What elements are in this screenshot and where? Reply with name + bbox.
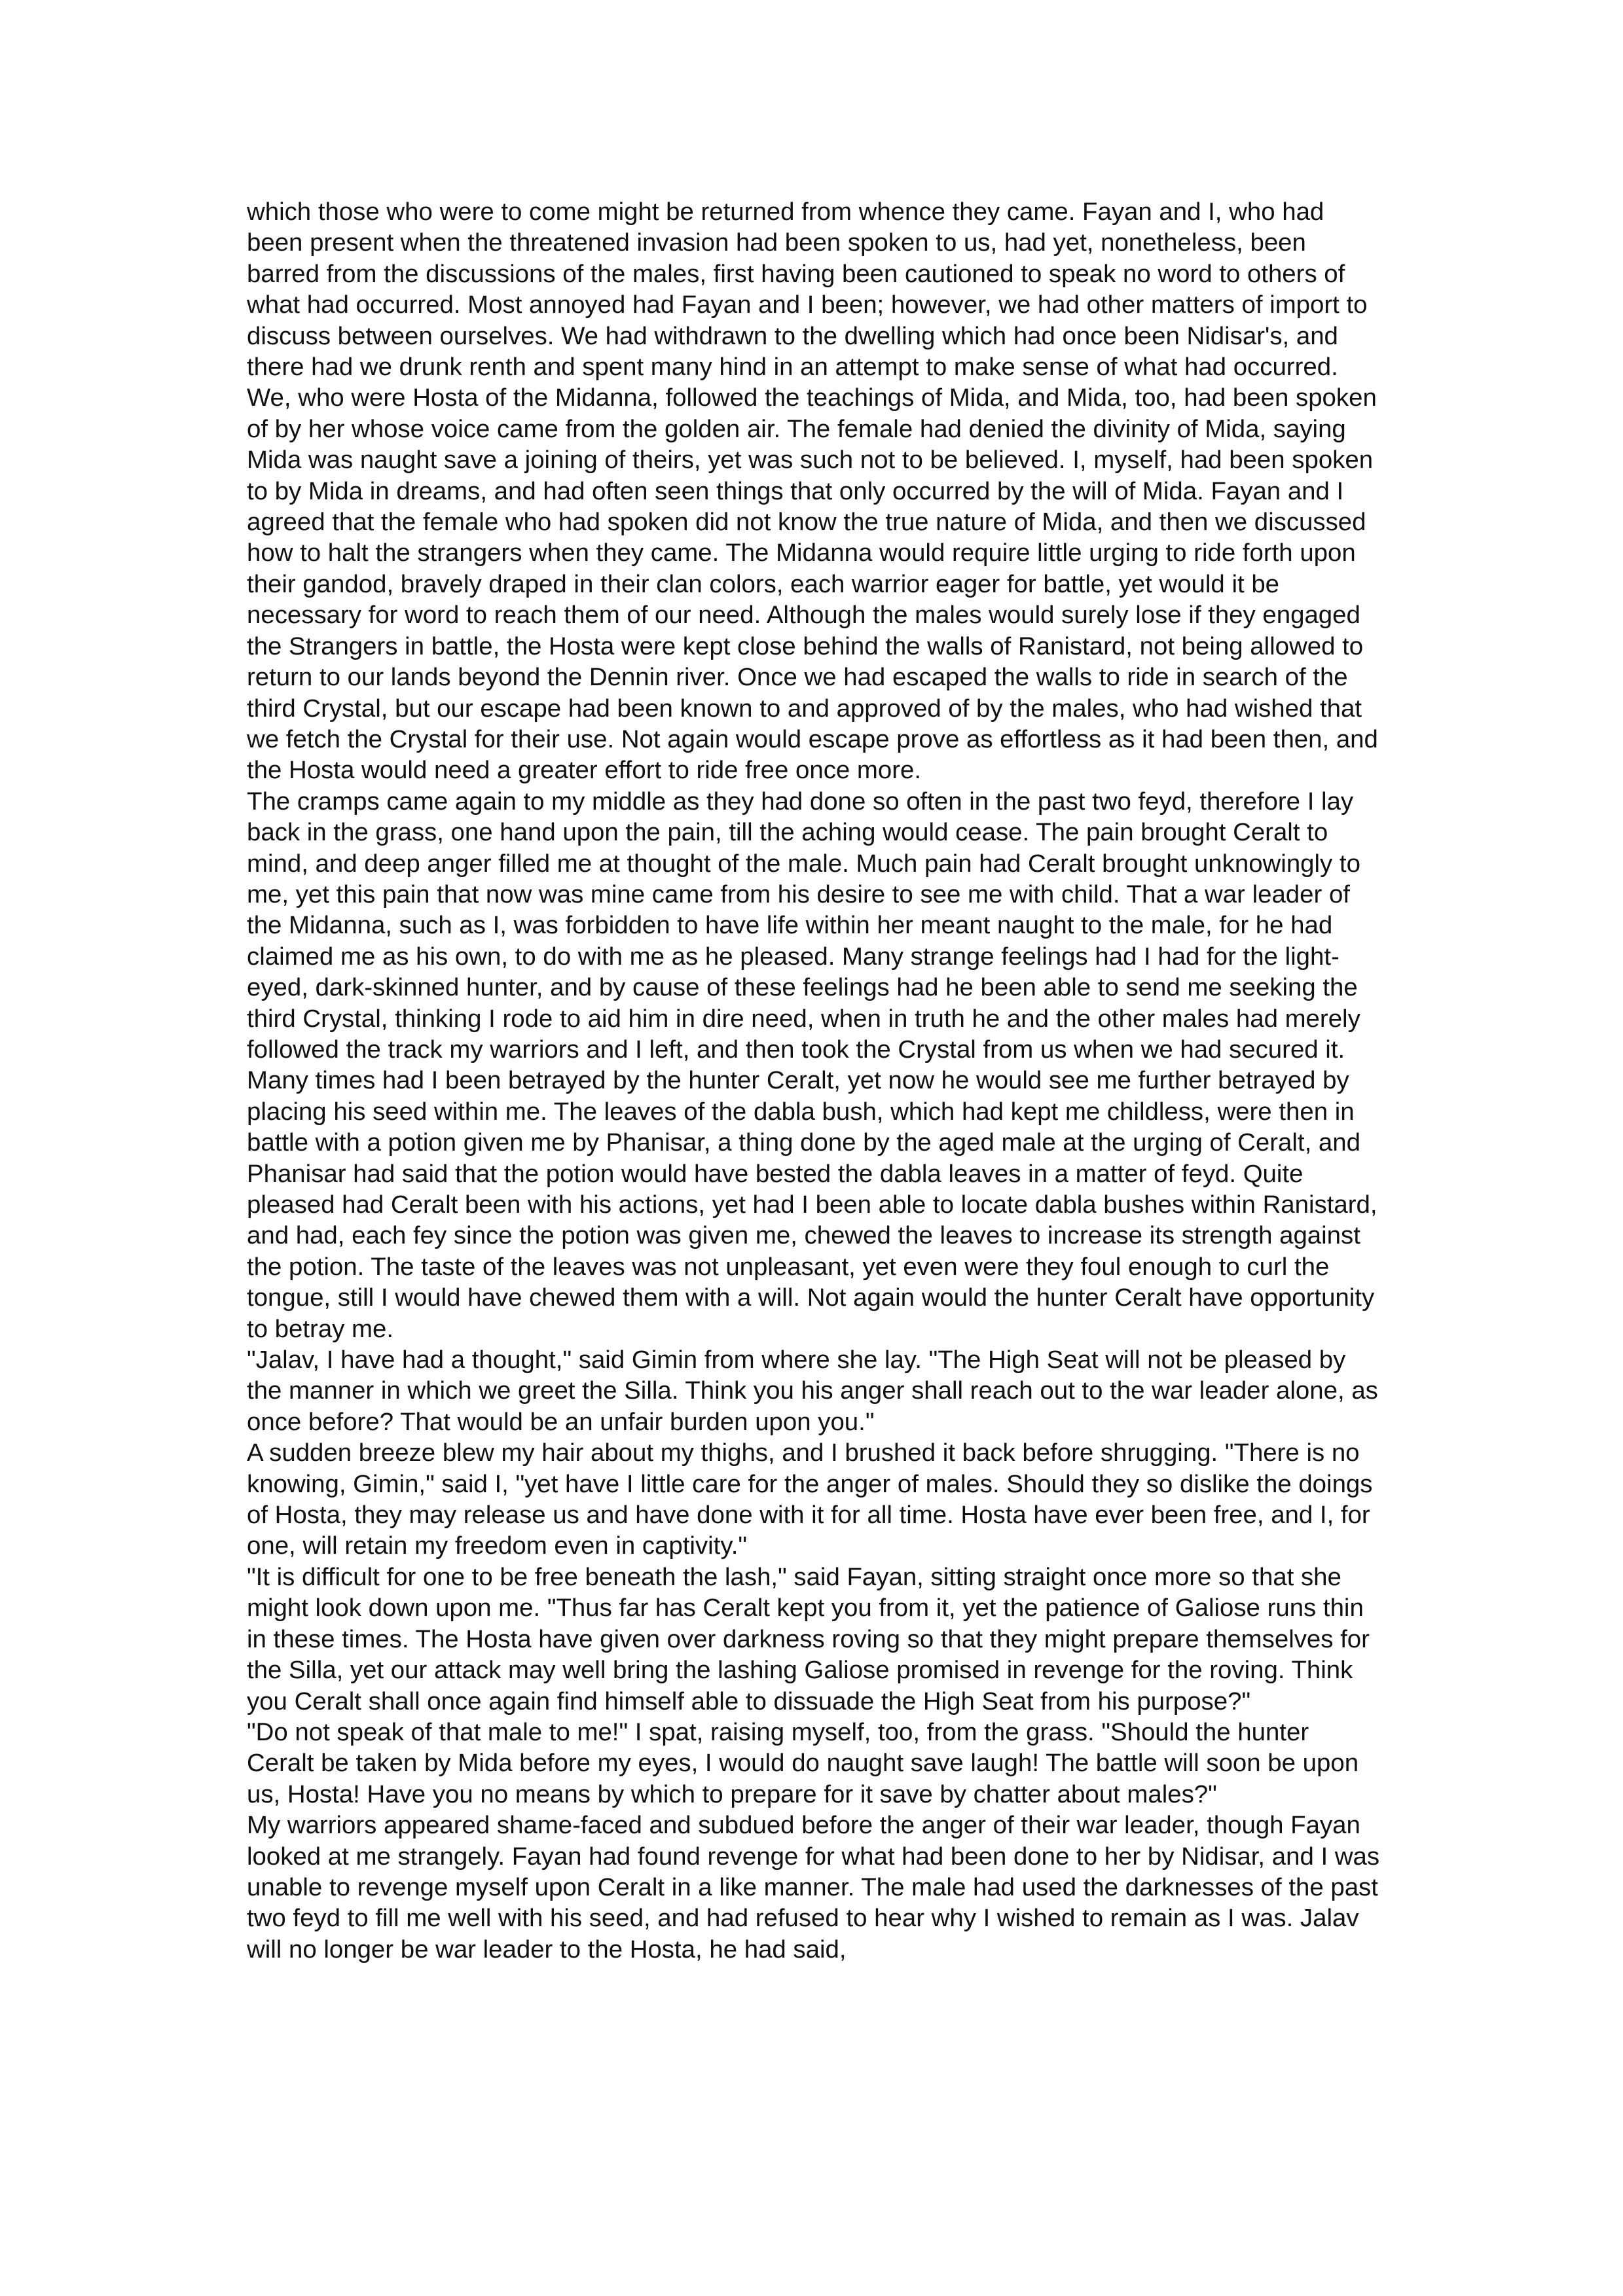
body-text [247,196,1383,1965]
paragraph: "Jalav, I have had a thought," said Gimin from where she lay. "The High Seat will not be pleased by the manner in which we greet the Silla. Think you his anger shall reach out to the war leader alone, as once before? That would be an unfair burden upon you." [247,1346,1378,1436]
paragraph: which those who were to come might be returned from whence they came. Fayan and I, who had been present when the threatened invasion had been spoken to us, had yet, nonetheless, been barred from the discussions of the males, first having been cautioned to speak no word to others of what had occurred. Most annoyed had Fayan and I been; however, we had other matters of import to discuss between ourselves. We had withdrawn to the dwelling which had once been Nidisar's, and there had we drunk renth and spent many hind in an attempt to make sense of what had occurred. [247,198,1368,382]
paragraph: "Do not speak of that male to me!" I spat, raising myself, too, from the grass. "Should the hunter Ceralt be taken by Mida before my eyes, I would do naught save laugh! The battle will soon be upon us, Hosta! Have you no means by which to prepare for it save by chatter about males?" [247,1717,1359,1808]
paragraph: My warriors appeared shame-faced and subdued before the anger of their war leader, though Fayan looked at me strangely. Fayan had found revenge for what had been done to her by Nidisar, and I was unable to revenge myself upon Ceralt in a like manner. The male had used the darknesses of the past two feyd to fill me well with his seed, and had refused to hear why I wished to remain as I was. Jalav will no longer be war leader to the Hosta, he had said, [247,1811,1380,1964]
paragraph: "It is difficult for one to be free beneath the lash," said Fayan, sitting straight once more so that she might look down upon me. "Thus far has Ceralt kept you from it, yet the patience of Galiose runs thin in these times. The Hosta have given over darkness roving so that they might prepare themselves for the Silla, yet our attack may well bring the lashing Galiose promised in revenge for the roving. Think you Ceralt shall once again find himself able to dissuade the High Seat from his purpose?" [247,1562,1370,1715]
paragraph: A sudden breeze blew my hair about my thighs, and I brushed it back before shrugging. "There is no knowing, Gimin," said I, "yet have I little care for the anger of males. Should they so dislike the doings of Hosta, they may release us and have done with it for all time. Hosta have ever been free, and I, for one, will retain my freedom even in captivity." [247,1439,1373,1560]
paragraph: The cramps came again to my middle as they had done so often in the past two feyd, therefore I lay back in the grass, one hand upon the pain, till the aching would cease. The pain brought Ceralt to mind, and deep anger filled me at thought of the male. Much pain had Ceralt brought unknowingly to me, yet this pain that now was mine came from his desire to see me with child. That a war leader of the Midanna, such as I, was forbidden to have life within her meant naught to the male, for he had claimed me as his own, to do with me as he pleased. Many strange feelings had I had for the light-eyed, dark-skinned hunter, and by cause of these feelings had he been able to send me seeking the third Crystal, thinking I rode to aid him in dire need, when in truth he and the other males had merely followed the track my warriors and I left, and then took the Crystal from us when we had secured it. Many times had I been betrayed by the hunter Ceralt, yet now he would see me further betrayed by placing his seed within me. The leaves of the dabla bush, which had kept me childless, were then in battle with a potion given me by Phanisar, a thing done by the aged male at the urging of Ceralt, and Phanisar had said that the potion would have bested the dabla leaves in a matter of feyd. Quite pleased had Ceralt been with his actions, yet had I been able to locate dabla bushes within Ranistard, and had, each fey since the potion was given me, chewed the leaves to increase its strength against the potion. The taste of the leaves was not unpleasant, yet even were they foul enough to curl the tongue, still I would have chewed them with a will. Not again would the hunter Ceralt have opportunity to betray me. [247,787,1377,1343]
paragraph: We, who were Hosta of the Midanna, followed the teachings of Mida, and Mida, too, had been spoken of by her whose voice came from the golden air. The female had denied the divinity of Mida, saying Mida was naught save a joining of theirs, yet was such not to be believed. I, myself, had been spoken to by Mida in dreams, and had often seen things that only occurred by the will of Mida. Fayan and I agreed that the female who had spoken did not know the true nature of Mida, and then we discussed how to halt the strangers when they came. The Midanna would require little urging to ride forth upon their gandod, bravely draped in their clan colors, each warrior eager for battle, yet would it be necessary for word to reach them of our need. Although the males would surely lose if they engaged the Strangers in battle, the Hosta were kept close behind the walls of Ranistard, not being allowed to return to our lands beyond the Dennin river. Once we had escaped the walls to ride in search of the third Crystal, but our escape had been known to and approved of by the males, who had wished that we fetch the Crystal for their use. Not again would escape prove as effortless as it had been then, and the Hosta would need a greater effort to ride free once more. [247,384,1378,785]
